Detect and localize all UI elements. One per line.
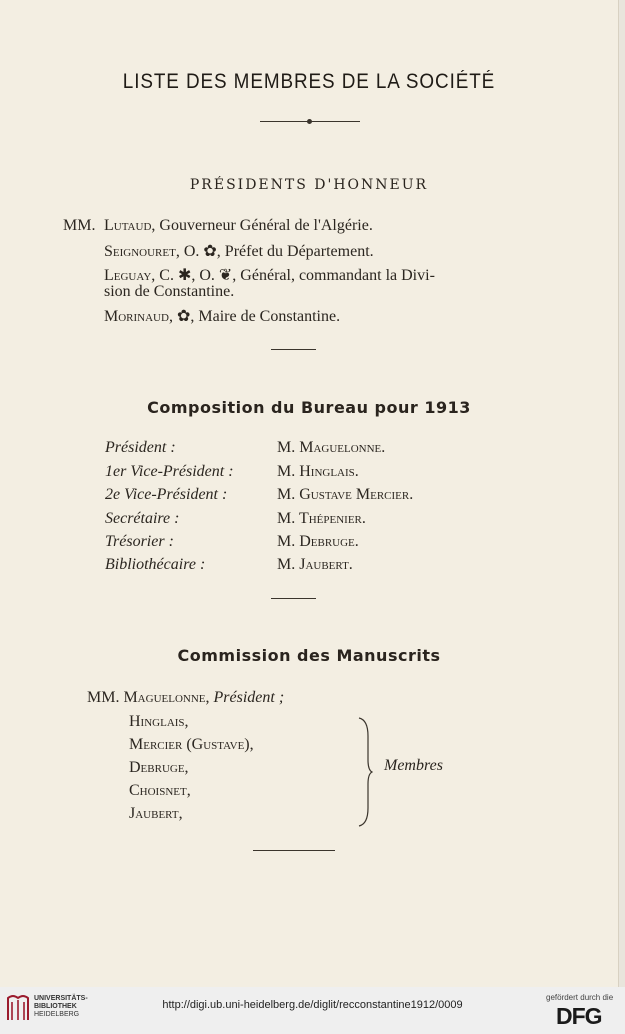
commission-member: Hinglais,: [129, 713, 189, 730]
section-divider: [271, 349, 316, 350]
person-name: Seignouret: [104, 243, 176, 260]
commission-member: Choisnet,: [129, 782, 191, 799]
dfg-logo: DFG: [556, 1003, 602, 1029]
honorary-entry: [104, 306, 340, 326]
commission-heading: Commission des Manuscrits: [177, 646, 441, 665]
bureau-member: M. Gustave Mercier.: [277, 486, 414, 503]
permalink[interactable]: http://digi.ub.uni-heidelberg.de/diglit/recconstantine1912/0009: [162, 999, 463, 1011]
commission-president-line: [87, 689, 284, 707]
commission-member: Debruge,: [129, 759, 189, 776]
commission-president-role: Président ;: [213, 689, 285, 706]
bureau-member: M. Debruge.: [277, 533, 359, 550]
person-title: , C. ✱, O. ❦, Général, commandant la Divi-: [151, 267, 435, 284]
bureau-heading: Composition du Bureau pour 1913: [147, 398, 471, 417]
bureau-role: 2e Vice-Président :: [105, 486, 228, 503]
commission-president-name: Maguelonne,: [123, 689, 210, 706]
library-line: HEIDELBERG: [34, 1011, 80, 1018]
commission-members-label: Membres: [384, 757, 443, 774]
honorary-entry-continued: sion de Constantine.: [104, 283, 235, 300]
funding-note: gefördert durch die: [546, 993, 614, 1002]
bureau-member: M. Thépenier.: [277, 510, 366, 527]
bureau-role: Trésorier :: [105, 533, 174, 550]
commission-member: Jaubert,: [129, 805, 183, 822]
person-title: , Gouverneur Général de l'Algérie.: [151, 217, 373, 234]
person-title: , ✿, Maire de Constantine.: [168, 308, 341, 325]
commission-member: Mercier (Gustave),: [129, 736, 254, 753]
person-name: Morinaud: [104, 308, 169, 325]
bureau-role: 1er Vice-Président :: [105, 463, 234, 480]
person-name: Lutaud: [104, 217, 152, 234]
bureau-role: Bibliothécaire :: [105, 556, 206, 573]
library-line: BIBLIOTHEK: [34, 1003, 77, 1010]
section-divider: [271, 598, 316, 599]
divider-ornament: [307, 119, 312, 124]
person-title: , O. ✿, Préfet du Département.: [175, 243, 374, 260]
bureau-role: Président :: [105, 439, 176, 456]
closing-divider: [253, 850, 335, 851]
honorary-entry: [104, 217, 373, 235]
library-line: UNIVERSITÄTS-: [34, 995, 88, 1002]
members-brace: [355, 716, 373, 828]
honorary-presidents-heading: PRÉSIDENTS D'HONNEUR: [189, 177, 429, 193]
honorary-prefix: MM.: [63, 217, 96, 234]
honorary-entry: [104, 265, 435, 285]
page-title: LISTE DES MEMBRES DE LA SOCIÉTÉ: [122, 70, 496, 93]
bureau-role: Secrétaire :: [105, 510, 180, 527]
honorary-entry: [104, 241, 374, 261]
person-name: Leguay: [104, 267, 152, 284]
bureau-member: M. Hinglais.: [277, 463, 359, 480]
bureau-member: M. Jaubert.: [277, 556, 353, 573]
commission-prefix: MM.: [87, 689, 120, 706]
bureau-member: M. Maguelonne.: [277, 439, 386, 456]
